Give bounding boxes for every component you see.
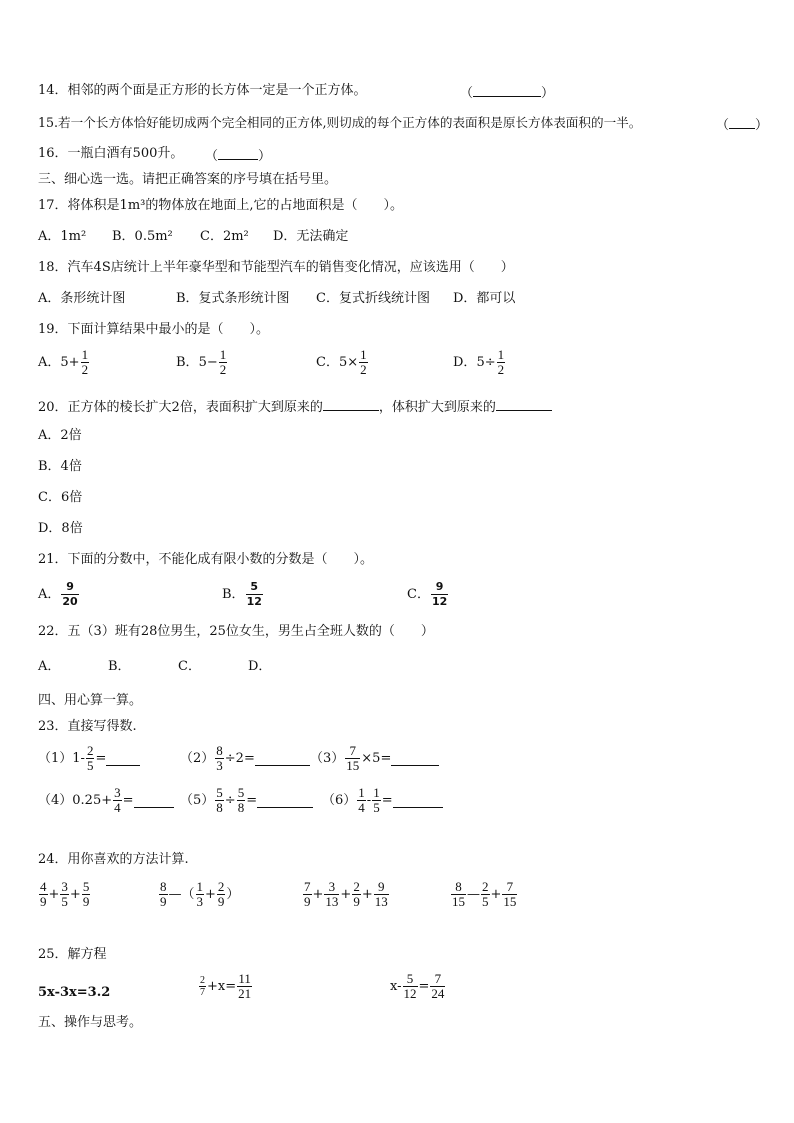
question-17 — [38, 198, 403, 214]
question-18-option-c[interactable]: C．复式折线统计图 — [316, 291, 430, 306]
answer-blank[interactable] — [473, 83, 541, 97]
q25-equation-2: $\frac{2}{7}$ +x= $\frac{11}{21}$ — [200, 971, 252, 1001]
fraction: $\frac{8}{15}$ — [452, 879, 465, 909]
q25-equation-3: x- $\frac{5}{12}$ = $\frac{7}{24}$ — [390, 971, 445, 1001]
fraction: $\frac{8}{3}$ — [216, 743, 223, 773]
fraction: $\frac{1}{2}$ — [81, 347, 89, 377]
section-3-heading: 三、细心选一选。请把正确答案的序号填在括号里。 — [38, 172, 338, 187]
question-19 — [38, 322, 269, 338]
answer-blank[interactable] — [393, 794, 443, 808]
fraction: $\frac{2}{9}$ — [217, 879, 225, 909]
fraction: $\frac{5}{12}$ — [246, 580, 262, 608]
question-21 — [38, 552, 373, 568]
fraction: $\frac{1}{2}$ — [219, 347, 227, 377]
question-20-option-a[interactable]: A．2倍 — [38, 428, 82, 443]
answer-blank[interactable] — [391, 752, 439, 766]
question-23-title: 23．直接写得数. — [38, 719, 137, 734]
question-17-option-d[interactable]: D．无法确定 — [273, 229, 349, 244]
question-14 — [38, 83, 367, 99]
q23-item-2: （2） $\frac{8}{3}$ ÷2= — [180, 744, 310, 773]
fraction: $\frac{2}{9}$ — [353, 879, 360, 909]
question-18 — [38, 260, 514, 276]
answer-blank[interactable] — [218, 146, 258, 160]
fraction: $\frac{4}{9}$ — [40, 879, 47, 909]
q25-equation-1: 5x-3x=3.2 — [38, 985, 111, 1000]
question-17-text: 17．将体积是1m³的物体放在地面上,它的占地面积是（ ）。 — [38, 198, 403, 213]
answer-blank[interactable] — [134, 794, 174, 808]
question-20-option-b[interactable]: B．4倍 — [38, 459, 82, 474]
fraction: $\frac{5}{8}$ — [216, 785, 223, 815]
question-20-text: 20．正方体的棱长扩大2倍，表面积扩大到原来的 — [38, 400, 323, 415]
fraction: $\frac{8}{9}$ — [160, 879, 167, 909]
question-22-option-d[interactable]: D． — [248, 659, 272, 674]
q24-expression-4: $\frac{8}{15}$ — $\frac{2}{5}$ + $\frac{7}{15}$ — [452, 879, 517, 909]
section-5-heading: 五、操作与思考。 — [38, 1015, 143, 1030]
question-22-option-c[interactable]: C． — [178, 659, 201, 674]
fraction: $\frac{3}{13}$ — [325, 879, 339, 909]
answer-blank[interactable] — [729, 115, 755, 129]
question-17-option-c[interactable]: C．2m² — [200, 229, 249, 244]
question-15-answer[interactable]: （ ） — [716, 115, 768, 134]
q23-item-5: （5） $\frac{5}{8}$ ÷ $\frac{5}{8}$ = — [180, 786, 313, 815]
question-18-option-b[interactable]: B．复式条形统计图 — [176, 291, 290, 306]
question-24-title: 24．用你喜欢的方法计算. — [38, 852, 189, 867]
fraction: $\frac{9}{20}$ — [62, 580, 78, 608]
fraction: $\frac{1}{2}$ — [497, 347, 505, 377]
q23-item-3: （3） $\frac{7}{15}$ ×5= — [310, 744, 439, 773]
fraction: $\frac{1}{4}$ — [358, 785, 365, 815]
question-17-option-a[interactable]: A．1m² — [38, 229, 87, 244]
fraction: $\frac{9}{12}$ — [431, 580, 448, 608]
question-19-option-b[interactable]: B．5− $\frac{1}{2}$ — [176, 347, 227, 377]
fraction: $\frac{5}{12}$ — [403, 971, 417, 1001]
question-14-answer[interactable]: （ ） — [460, 83, 554, 102]
question-16-text: 16．一瓶白酒有500升。 — [38, 146, 184, 161]
q23-item-1: （1）1- $\frac{2}{5}$ = — [38, 744, 140, 773]
answer-blank[interactable] — [323, 397, 379, 411]
fraction: $\frac{7}{9}$ — [304, 879, 311, 909]
question-20: 20．正方体的棱长扩大2倍，表面积扩大到原来的 ，体积扩大到原来的 — [38, 397, 552, 416]
q24-expression-2: $\frac{8}{9}$ —（ $\frac{1}{3}$ + $\frac{2}{9}$ ） — [160, 879, 240, 909]
question-18-option-d[interactable]: D．都可以 — [453, 291, 516, 306]
question-17-option-b[interactable]: B．0.5m² — [112, 229, 173, 244]
fraction: $\frac{3}{5}$ — [61, 879, 68, 909]
answer-blank[interactable] — [496, 397, 552, 411]
question-20-option-c[interactable]: C．6倍 — [38, 490, 83, 505]
question-18-option-a[interactable]: A．条形统计图 — [38, 291, 126, 306]
question-25-title: 25．解方程 — [38, 947, 107, 962]
fraction: $\frac{7}{24}$ — [431, 971, 445, 1001]
question-22-option-b[interactable]: B． — [108, 659, 131, 674]
question-21-text: 21．下面的分数中，不能化成有限小数的分数是（ ）。 — [38, 552, 374, 567]
fraction: $\frac{7}{15}$ — [346, 743, 360, 773]
fraction: $\frac{3}{4}$ — [114, 785, 121, 815]
question-15 — [38, 115, 641, 131]
question-21-option-a[interactable]: A． $\frac{9}{20}$ — [38, 580, 78, 608]
fraction: $\frac{2}{5}$ — [482, 879, 489, 909]
question-16 — [38, 146, 183, 162]
question-15-text: 15.若一个长方体恰好能切成两个完全相同的正方体,则切成的每个正方体的表面积是原长方体表面积的一半。 — [38, 115, 642, 130]
q24-expression-1: $\frac{4}{9}$ + $\frac{3}{5}$ + $\frac{5}{9}$ — [40, 879, 90, 909]
question-22-option-a[interactable]: A． — [38, 659, 61, 674]
fraction: $\frac{2}{7}$ — [200, 975, 205, 998]
fraction: $\frac{1}{2}$ — [360, 347, 367, 377]
question-21-option-c[interactable]: C． $\frac{9}{12}$ — [407, 580, 448, 608]
q23-item-4: （4）0.25+ $\frac{3}{4}$ = — [38, 786, 174, 815]
question-22-text: 22．五（3）班有28位男生，25位女生，男生占全班人数的（ ） — [38, 624, 434, 639]
question-19-option-a[interactable]: A．5+ $\frac{1}{2}$ — [38, 347, 89, 377]
question-19-text: 19．下面计算结果中最小的是（ ）。 — [38, 322, 270, 337]
answer-blank[interactable] — [257, 794, 313, 808]
fraction: $\frac{1}{5}$ — [373, 785, 380, 815]
question-19-option-c[interactable]: C．5× $\frac{1}{2}$ — [316, 347, 367, 377]
fraction: $\frac{11}{21}$ — [238, 971, 252, 1001]
fraction: $\frac{2}{5}$ — [86, 743, 94, 773]
fraction: $\frac{7}{15}$ — [503, 879, 517, 909]
fraction: $\frac{1}{3}$ — [196, 879, 204, 909]
question-18-text: 18．汽车4S店统计上半年豪华型和节能型汽车的销售变化情况，应该选用（ ） — [38, 260, 514, 275]
question-16-answer[interactable]: （ ） — [205, 146, 271, 165]
question-20-option-d[interactable]: D．8倍 — [38, 521, 83, 536]
q23-item-6: （6） $\frac{1}{4}$ - $\frac{1}{5}$ = — [322, 786, 443, 815]
question-22 — [38, 624, 434, 640]
question-19-option-d[interactable]: D．5÷ $\frac{1}{2}$ — [453, 347, 505, 377]
question-21-option-b[interactable]: B． $\frac{5}{12}$ — [222, 580, 262, 608]
fraction: $\frac{9}{13}$ — [374, 879, 388, 909]
section-4-heading: 四、用心算一算。 — [38, 693, 143, 708]
fraction: $\frac{5}{9}$ — [82, 879, 90, 909]
q24-expression-3: $\frac{7}{9}$ + $\frac{3}{13}$ + $\frac{2}{9}$ + $\frac{9}{13}$ — [304, 879, 388, 909]
fraction: $\frac{5}{8}$ — [237, 785, 245, 815]
answer-blank[interactable] — [106, 752, 140, 766]
answer-blank[interactable] — [255, 752, 310, 766]
question-14-text: 14．相邻的两个面是正方形的长方体一定是一个正方体。 — [38, 83, 367, 98]
